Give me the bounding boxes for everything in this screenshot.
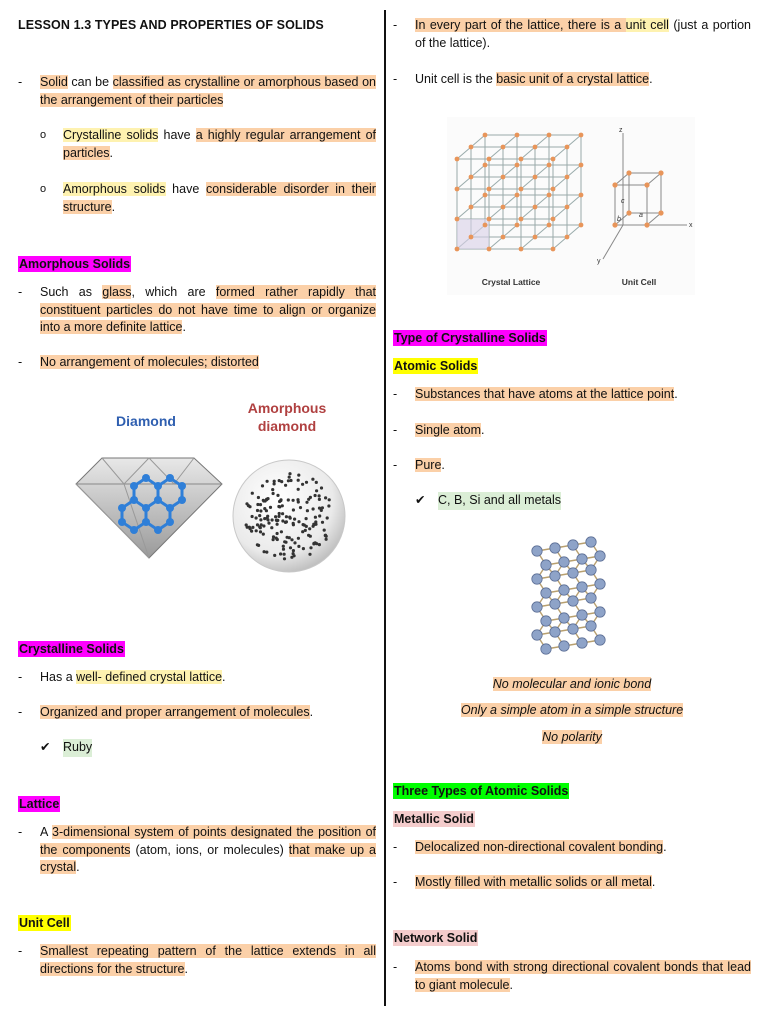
bullet-unit-cell-portion: - In every part of the lattice, there is a unit cell (just a portion of the lattice).	[393, 18, 751, 50]
diamond-gem-icon	[76, 458, 222, 558]
label-amorphous-diamond: diamond	[257, 418, 317, 434]
bullet-basic-unit: - Unit cell is the basic unit of a crystal lattice.	[393, 72, 653, 86]
label-crystal-lattice: Crystal Lattice	[481, 277, 541, 287]
bullet-pure: - Pure.	[393, 458, 445, 472]
caption-simple-atom: Only a simple atom in a simple structure	[460, 703, 684, 717]
bullet-no-arrangement: - No arrangement of molecules; distorted	[18, 355, 259, 369]
atomic-structure-image	[523, 535, 619, 665]
heading-unit-cell: Unit Cell	[19, 916, 70, 930]
svg-text:y: y	[597, 258, 601, 265]
bullet-organized: - Organized and proper arrangement of molecules.	[18, 705, 314, 719]
check-icon: ✔	[40, 740, 51, 754]
diamond-comparison-image	[54, 396, 354, 580]
amorphous-sphere-icon	[233, 460, 345, 572]
heading-atomic-solids: Atomic Solids	[394, 359, 478, 373]
example-elements: ✔ C, B, Si and all metals	[393, 492, 561, 510]
svg-text:x: x	[689, 222, 693, 229]
svg-text:z: z	[619, 127, 623, 134]
page-title: LESSON 1.3 TYPES AND PROPERTIES OF SOLIDS	[18, 18, 324, 32]
heading-metallic-solid: Metallic Solid	[394, 812, 474, 826]
caption-no-bond: No molecular and ionic bond	[492, 677, 652, 691]
bullet-strong-bonds: - Atoms bond with strong directional covalent bonds that lead to giant molecule.	[393, 960, 751, 992]
heading-crystalline-solids: Crystalline Solids	[19, 642, 124, 656]
bullet-solid-classification: - Solid can be classified as crystalline or amorphous based on the arrangement of their particles	[18, 75, 376, 107]
caption-no-polarity: No polarity	[542, 730, 602, 744]
svg-text:c: c	[621, 198, 625, 205]
label-unit-cell: Unit Cell	[621, 277, 657, 287]
bullet-glass: - Such as glass, which are formed rather rapidly that constituent particles do not have time to align or organize into a more definite lattice.	[18, 285, 376, 334]
bullet-unit-cell-def: - Smallest repeating pattern of the lattice extends in all directions for the structure.	[18, 944, 376, 976]
bullet-crystal-lattice: - Has a well- defined crystal lattice.	[18, 670, 226, 684]
bullet-atoms-at-lattice: - Substances that have atoms at the lattice point.	[393, 387, 678, 401]
example-ruby: ✔ Ruby	[18, 739, 92, 757]
heading-amorphous-solids: Amorphous Solids	[19, 257, 131, 271]
bullet-delocalized: - Delocalized non-directional covalent bonding.	[393, 840, 667, 854]
bullet-mostly-filled: - Mostly filled with metallic solids or all metal.	[393, 875, 656, 889]
crystal-lattice-image	[447, 117, 695, 295]
column-divider	[384, 10, 386, 1006]
heading-lattice: Lattice	[19, 797, 60, 811]
check-icon: ✔	[415, 493, 426, 507]
bullet-lattice-def: - A 3-dimensional system of points designated the position of the components (atom, ions, or molecules) that make up a crystal.	[18, 825, 376, 874]
heading-type-crystalline-solids: Type of Crystalline Solids	[394, 331, 546, 345]
bullet-single-atom: - Single atom.	[393, 423, 485, 437]
svg-text:a: a	[639, 212, 643, 219]
heading-network-solid: Network Solid	[394, 931, 478, 945]
sub-bullet-amorphous: o Amorphous solids have considerable disorder in their structure.	[40, 182, 376, 214]
sub-bullet-crystalline: o Crystalline solids have a highly regular arrangement of particles.	[40, 128, 376, 160]
label-amorphous: Amorphous	[247, 400, 327, 416]
svg-text:b: b	[617, 216, 621, 223]
heading-three-types: Three Types of Atomic Solids	[394, 784, 569, 798]
label-diamond: Diamond	[116, 413, 176, 429]
